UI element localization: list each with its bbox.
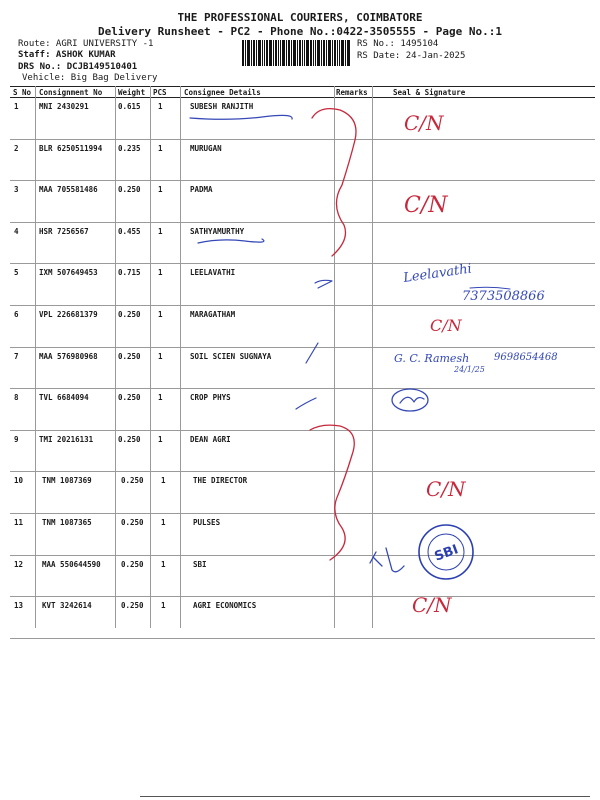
cell-sno: 9 (14, 434, 19, 444)
col-divider (372, 86, 373, 628)
cell-consignment: TNM 1087369 (42, 476, 92, 486)
ink-bracket (310, 425, 354, 560)
cell-sno: 6 (14, 310, 19, 319)
col-divider (334, 86, 335, 628)
row-divider (10, 555, 595, 556)
ink-underline (198, 239, 264, 243)
col-header-weight: Weight (118, 88, 146, 97)
cell-consignee: SBI (193, 559, 207, 569)
cell-pcs: 1 (161, 518, 166, 527)
cell-consignment: VPL 226681379 (39, 310, 98, 319)
cell-weight: 0.250 (118, 351, 141, 361)
cell-consignee: MARAGATHAM (190, 310, 236, 319)
vehicle-label: Vehicle: Big Bag Delivery (22, 73, 158, 83)
cell-consignment: MAA 705581486 (39, 185, 98, 195)
table-top-border (10, 86, 595, 87)
barcode (242, 40, 350, 66)
col-header-sno: S No (13, 88, 32, 97)
row-divider (10, 180, 595, 181)
cell-consignment: MNI 2430291 (39, 102, 89, 111)
cell-consignee: THE DIRECTOR (193, 476, 248, 486)
route-label: Route: AGRI UNIVERSITY -1 (18, 39, 154, 49)
cell-consignee: LEELAVATHI (190, 268, 236, 278)
cell-pcs: 1 (161, 476, 166, 486)
cell-sno: 8 (14, 393, 19, 403)
cell-consignee: PULSES (193, 518, 221, 527)
ink-underline (470, 287, 510, 289)
ink-cn-mark: C/N (412, 593, 452, 617)
cell-sno: 11 (14, 518, 24, 527)
rs-number: RS No.: 1495104 (357, 39, 439, 49)
cell-pcs: 1 (161, 559, 166, 569)
cell-weight: 0.250 (118, 434, 141, 444)
document-subtitle: Delivery Runsheet - PC2 - Phone No.:0422-3505555 - Page No.:1 (98, 25, 502, 38)
ink-cn-mark: C/N (404, 193, 448, 218)
cell-pcs: 1 (161, 601, 166, 611)
cell-consignee: PADMA (190, 185, 213, 195)
drs-number: DRS No.: DCJB149510401 (18, 62, 138, 72)
row-divider (10, 471, 595, 472)
col-header-consignee: Consignee Details (184, 88, 261, 97)
cell-sno: 4 (14, 226, 19, 236)
cell-consignee: SUBESH RANJITH (190, 102, 254, 111)
cell-consignment: TVL 6684094 (39, 393, 89, 403)
cell-weight: 0.250 (121, 518, 144, 527)
cell-pcs: 1 (158, 226, 163, 236)
ink-cn-mark: C/N (404, 111, 444, 135)
cell-sno: 3 (14, 185, 19, 195)
table-header-border (10, 97, 595, 98)
ink-tick (296, 398, 316, 409)
cell-consignment: HSR 7256567 (39, 226, 89, 236)
cell-weight: 0.235 (118, 143, 141, 153)
ink-underline (190, 115, 292, 119)
cell-sno: 13 (14, 601, 24, 611)
cell-pcs: 1 (158, 393, 163, 403)
sbi-stamp (419, 525, 473, 579)
cell-sno: 2 (14, 143, 19, 153)
cell-consignment: TNM 1087365 (42, 518, 92, 527)
row-divider (10, 222, 595, 223)
cell-weight: 0.455 (118, 226, 141, 236)
cell-pcs: 1 (158, 434, 163, 444)
cell-pcs: 1 (158, 102, 163, 111)
col-header-seal: Seal & Signature (393, 88, 466, 97)
row-divider (10, 139, 595, 140)
cell-sno: 5 (14, 268, 19, 278)
row-divider (10, 347, 595, 348)
row-divider (10, 638, 595, 639)
col-divider (150, 86, 151, 628)
row-divider (10, 513, 595, 514)
cell-consignee: DEAN AGRI (190, 434, 231, 444)
row-divider (10, 430, 595, 431)
col-header-consignment: Consignment No (39, 88, 103, 97)
cell-consignment: MAA 550644590 (42, 559, 101, 569)
ink-date-row7: 24/1/25 (454, 365, 485, 374)
cell-sno: 1 (14, 102, 19, 111)
cell-consignment: KVT 3242614 (42, 601, 92, 611)
cell-consignee: SATHYAMURTHY (190, 226, 245, 236)
cell-consignment: BLR 6250511994 (39, 143, 103, 153)
cell-weight: 0.250 (121, 601, 144, 611)
ink-tick (315, 280, 332, 288)
cell-consignment: IXM 507649453 (39, 268, 98, 278)
ink-cn-mark: C/N (426, 477, 466, 501)
row-divider (10, 596, 595, 597)
ink-phone-row5: 7373508866 (462, 289, 545, 304)
rs-date: RS Date: 24-Jan-2025 (357, 51, 466, 61)
ink-signature-scrawl (400, 397, 424, 403)
cell-weight: 0.615 (118, 102, 141, 111)
cell-sno: 10 (14, 476, 24, 486)
cell-consignee: CROP PHYS (190, 393, 231, 403)
page-bottom-rule (140, 796, 590, 797)
cell-consignment: TMI 20216131 (39, 434, 94, 444)
cell-pcs: 1 (158, 268, 163, 278)
cell-pcs: 1 (158, 351, 163, 361)
cell-weight: 0.250 (118, 310, 141, 319)
ink-phone-row7: 9698654468 (494, 352, 558, 363)
cell-weight: 0.715 (118, 268, 141, 278)
ink-circle-signature (392, 389, 428, 411)
cell-pcs: 1 (158, 143, 163, 153)
col-divider (115, 86, 116, 628)
col-header-pcs: PCS (153, 88, 167, 97)
document-title: THE PROFESSIONAL COURIERS, COIMBATORE (177, 11, 423, 24)
col-divider (180, 86, 181, 628)
cell-consignee: SOIL SCIEN SUGNAYA (190, 351, 272, 361)
row-divider (10, 263, 595, 264)
ink-signature-scrawl (370, 548, 404, 572)
col-header-remarks: Remarks (336, 88, 368, 97)
cell-weight: 0.250 (118, 185, 141, 195)
cell-consignment: MAA 576980968 (39, 351, 98, 361)
cell-consignee: AGRI ECONOMICS (193, 601, 257, 611)
cell-weight: 0.250 (118, 393, 141, 403)
row-divider (10, 388, 595, 389)
cell-weight: 0.250 (121, 559, 144, 569)
col-divider (35, 86, 36, 628)
stamp-text: SBI (432, 542, 461, 565)
row-divider (10, 305, 595, 306)
ink-cn-mark: C/N (430, 316, 462, 335)
cell-weight: 0.250 (121, 476, 144, 486)
ink-signature-row5: Leelavathi (402, 261, 473, 286)
staff-label: Staff: ASHOK KUMAR (18, 50, 116, 60)
cell-sno: 7 (14, 351, 19, 361)
cell-pcs: 1 (158, 310, 163, 319)
ink-signature-row7: G. C. Ramesh (394, 352, 470, 365)
cell-consignee: MURUGAN (190, 143, 222, 153)
cell-sno: 12 (14, 559, 24, 569)
cell-pcs: 1 (158, 185, 163, 195)
